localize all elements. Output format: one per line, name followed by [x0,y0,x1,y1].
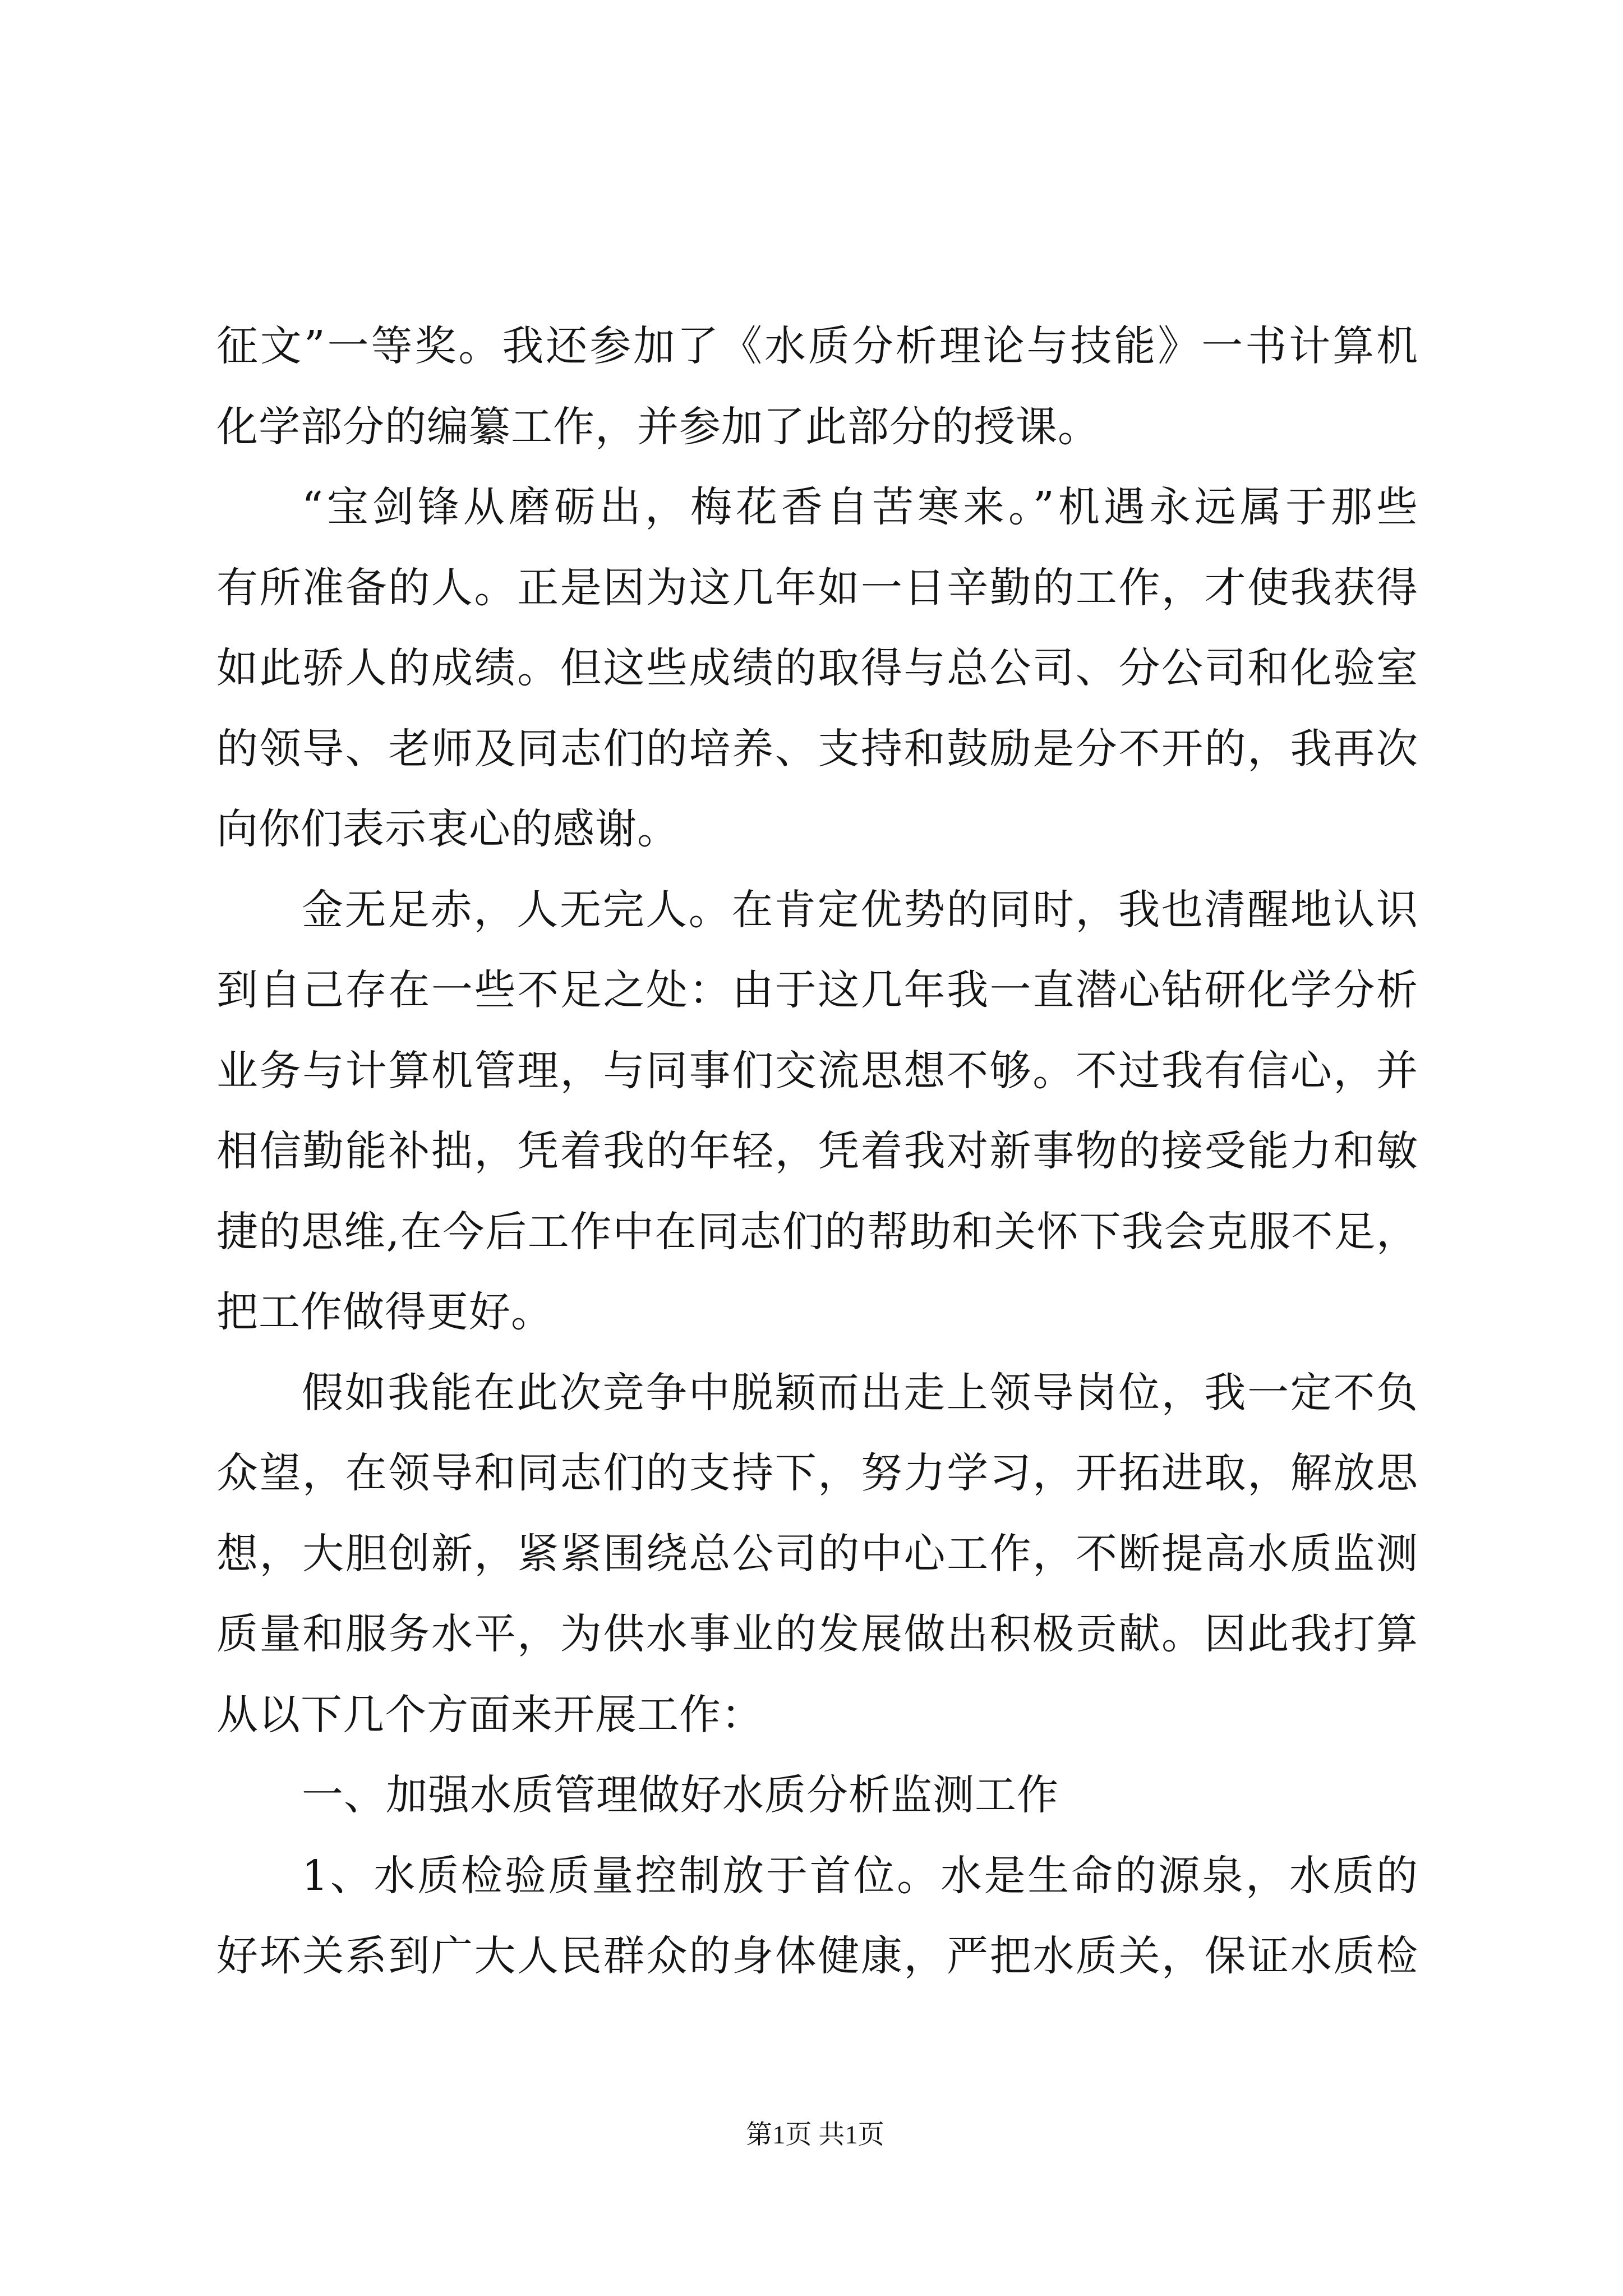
text-line: 从以下几个方面来开展工作： [216,1690,763,1739]
text-line: 好坏关系到广大人民群众的身体健康，严把水质关，保证水质检 [216,1932,1418,1980]
text-line: 有所准备的人。正是因为这几年如一日辛勤的工作，才使我获得 [216,563,1418,612]
paragraph [216,1836,1418,1997]
text-line: 想，大胆创新，紧紧围绕总公司的中心工作，不断提高水质监测 [216,1529,1418,1578]
text-line: 到自己存在一些不足之处：由于这几年我一直潜心钻研化学分析 [216,966,1418,1014]
text-line: 如此骄人的成绩。但这些成绩的取得与总公司、分公司和化验室 [216,644,1418,692]
paragraph [216,870,1418,1353]
text-line: 向你们表示衷心的感谢。 [216,805,679,853]
heading-line: 一、加强水质管理做好水质分析监测工作 [302,1771,1059,1819]
page-footer: 第1页 共1页 [746,2120,884,2150]
text-line: 的领导、老师及同志们的培养、支持和鼓励是分不开的，我再次 [216,724,1418,773]
text-line: 质量和服务水平，为供水事业的发展做出积极贡献。因此我打算 [216,1610,1418,1658]
text-line: “宝剑锋从磨砺出，梅花香自苦寒来。”机遇永远属于那些 [302,483,1418,531]
text-line: 相信勤能补拙，凭着我的年轻，凭着我对新事物的接受能力和敏 [216,1127,1418,1175]
text-line: 征文”一等奖。我还参加了《水质分析理论与技能》一书计算机 [216,322,1418,370]
paragraph [216,467,1418,870]
text-line: 1、水质检验质量控制放于首位。水是生命的源泉，水质的 [302,1851,1418,1900]
document-body [216,306,1418,1997]
text-line: 把工作做得更好。 [216,1288,553,1336]
paragraph [216,1353,1418,1756]
text-line: 假如我能在此次竞争中脱颖而出走上领导岗位，我一定不负 [302,1368,1418,1417]
text-line: 化学部分的编纂工作，并参加了此部分的授课。 [216,402,1100,451]
text-line: 众望，在领导和同志们的支持下，努力学习，开拓进取，解放思 [216,1449,1418,1497]
section-heading [216,1755,1418,1836]
text-line: 金无足赤，人无完人。在肯定优势的同时，我也清醒地认识 [302,885,1418,934]
text-line: 业务与计算机管理，与同事们交流思想不够。不过我有信心，并 [216,1046,1418,1095]
text-line: 捷的思维,在今后工作中在同志们的帮助和关怀下我会克服不足， [216,1207,1418,1256]
paragraph [216,306,1418,467]
